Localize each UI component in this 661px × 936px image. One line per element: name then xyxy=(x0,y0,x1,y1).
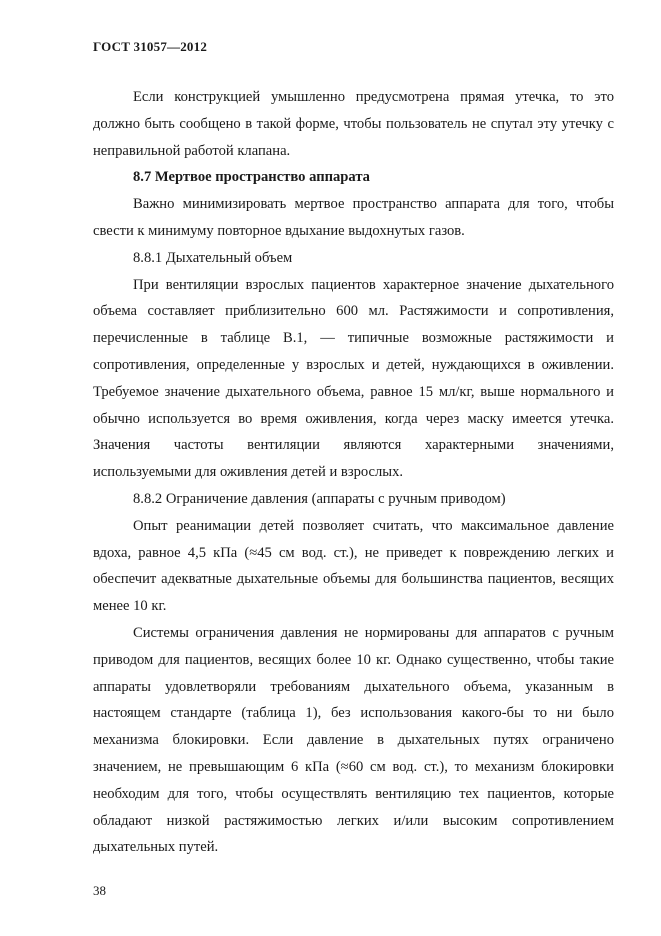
paragraph-leak-notice: Если конструкцией умышленно предусмотрена прямая утечка, то это должно быть сообщено в такой форме, чтобы пользователь не спутал эту утечку с неправильной работой клапана. xyxy=(93,89,614,159)
paragraph-pressure-systems: Системы ограничения давления не нормированы для аппаратов с ручным приводом для пациентов, весящих более 10 кг. Однако существенно, чтобы такие аппараты удовлетворяли требованиям дыхательного объема, указанным в настоящем стандарте (таблица 1), без использования какого-бы то ни было механизма блокировки. Если давление в дыхательных путях ограничено значением, не превышающим 6 кПа (≈60 см вод. ст.), то механизм блокировки необходим для того, чтобы осуществлять вентиляцию тех пациентов, которые обладают низкой растяжимостью легких и/или высоким сопротивлением дыхательных путей. xyxy=(93,624,614,856)
paragraph-pressure-children: Опыт реанимации детей позволяет считать, что максимальное давление вдоха, равное 4,5 кПа (≈45 см вод. ст.), не приведет к повреждению легких и обеспечит адекватные дыхательные объемы для большинства пациентов, весящих менее 10 кг. xyxy=(93,517,614,615)
paragraph-tidal-volume: При вентиляции взрослых пациентов характерное значение дыхательного объема составляет приблизительно 600 мл. Растяжимости и сопротивления, перечисленные в таблице В.1, — типичные возможные растяжимости и сопротивления, определенные у взрослых и детей, нуждающихся в оживлении. Требуемое значение дыхательного объема, равное 15 мл/кг, выше нормального и обычно используется во время оживления, когда через маску имеется утечка. Значения частоты вентиляции являются характерными значениями, используемыми для оживления детей и взрослых. xyxy=(93,276,614,481)
subsection-heading-8-8-2: 8.8.2 Ограничение давления (аппараты с ручным приводом) xyxy=(133,490,506,507)
subsection-heading-8-8-1: 8.8.1 Дыхательный объем xyxy=(133,249,293,266)
page-number: 38 xyxy=(93,883,106,898)
paragraph-dead-space: Важно минимизировать мертвое пространство аппарата для того, чтобы свести к минимуму повторное вдыхание выдохнутых газов. xyxy=(93,196,614,239)
document-body xyxy=(93,84,614,861)
document-header: ГОСТ 31057—2012 xyxy=(93,39,208,54)
section-heading-8-7: 8.7 Мертвое пространство аппарата xyxy=(133,169,370,186)
